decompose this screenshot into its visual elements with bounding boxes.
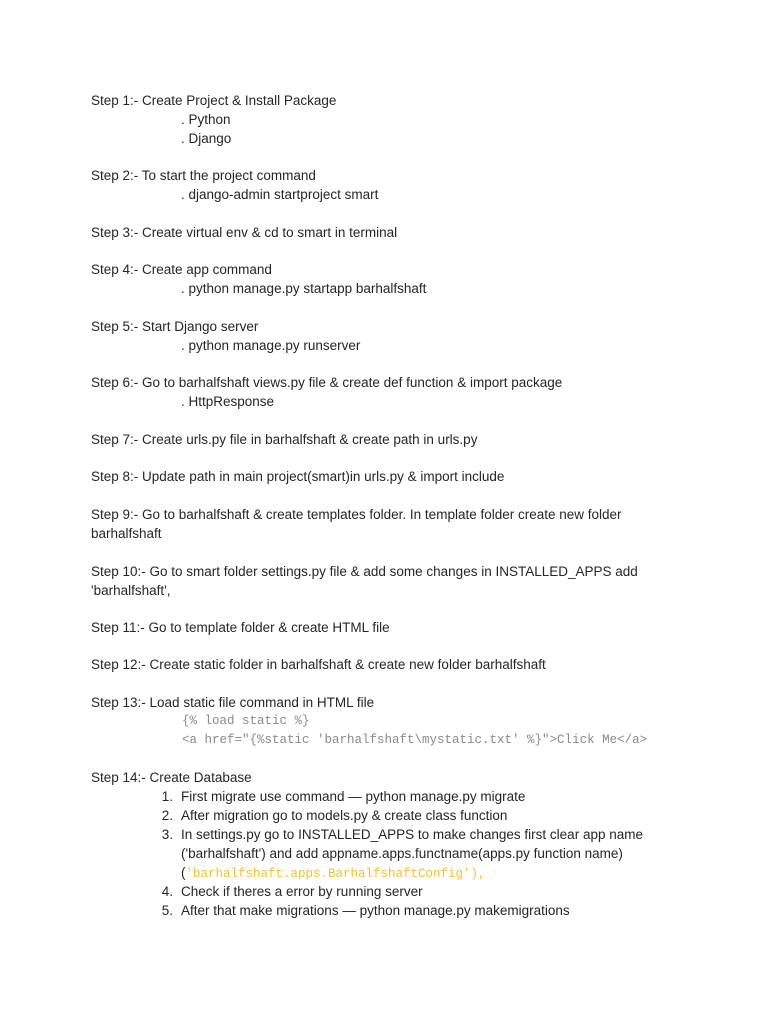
step-9-line-2: barhalfshaft — [91, 526, 162, 541]
step-2-sub: . django-admin startproject smart — [181, 187, 379, 202]
step-6-sub: . HttpResponse — [181, 394, 275, 409]
step-14-title: Step 14:- Create Database — [91, 770, 252, 785]
step-14-item-1-number: 1. — [161, 789, 173, 804]
step-4-sub: . python manage.py startapp barhalfshaft — [181, 281, 427, 296]
step-5-sub: . python manage.py runserver — [181, 338, 361, 353]
step-1-sub-python: . Python — [181, 112, 231, 127]
step-1-sub-django: . Django — [181, 131, 232, 146]
step-14-item-4-text: Check if theres a error by running server — [181, 884, 423, 899]
step-14-item-5-text: After that make migrations — python manage.py makemigrations — [181, 903, 570, 918]
step-10-line-2: 'barhalfshaft', — [91, 583, 171, 598]
step-14-item-3-line-2: ('barhalfshaft') and add appname.apps.functname(apps.py function name) — [181, 846, 623, 861]
step-14-item-2-text: After migration go to models.py & create class function — [181, 808, 508, 823]
step-14-item-4-number: 4. — [161, 884, 173, 899]
step-13-code-anchor: <a href="{%static 'barhalfshaft\mystatic.txt' %}">Click Me</a> — [182, 733, 648, 747]
step-13-code-load-static: {% load static %} — [182, 714, 310, 728]
step-5-title: Step 5:- Start Django server — [91, 319, 259, 334]
step-7-title: Step 7:- Create urls.py file in barhalfshaft & create path in urls.py — [91, 432, 478, 447]
open-paren: ( — [181, 865, 186, 880]
step-3-title: Step 3:- Create virtual env & cd to smart in terminal — [91, 225, 398, 240]
step-14-item-1-text: First migrate use command — python manage.py migrate — [181, 789, 526, 804]
step-10-line-1: Step 10:- Go to smart folder settings.py file & add some changes in INSTALLED_APPS add — [91, 564, 638, 579]
step-11-title: Step 11:- Go to template folder & create HTML file — [91, 620, 390, 635]
step-14-item-5-number: 5. — [161, 903, 173, 918]
step-8-title: Step 8:- Update path in main project(smart)in urls.py & import include — [91, 469, 505, 484]
step-14-item-2-number: 2. — [161, 808, 173, 823]
step-14-item-3-line-3 — [181, 863, 486, 884]
step-13-title: Step 13:- Load static file command in HTML file — [91, 695, 375, 710]
step-1-title: Step 1:- Create Project & Install Package — [91, 93, 337, 108]
app-config-code: 'barhalfshaft.apps.BarhalfshaftConfig'), — [185, 867, 486, 881]
step-4-title: Step 4:- Create app command — [91, 262, 272, 277]
step-14-item-3-number: 3. — [161, 827, 173, 842]
step-12-title: Step 12:- Create static folder in barhalfshaft & create new folder barhalfshaft — [91, 657, 546, 672]
step-6-title: Step 6:- Go to barhalfshaft views.py file & create def function & import package — [91, 375, 563, 390]
step-9-line-1: Step 9:- Go to barhalfshaft & create templates folder. In template folder create new folder — [91, 507, 622, 522]
step-2-title: Step 2:- To start the project command — [91, 168, 316, 183]
step-14-item-3-line-1: In settings.py go to INSTALLED_APPS to make changes first clear app name — [181, 827, 643, 842]
